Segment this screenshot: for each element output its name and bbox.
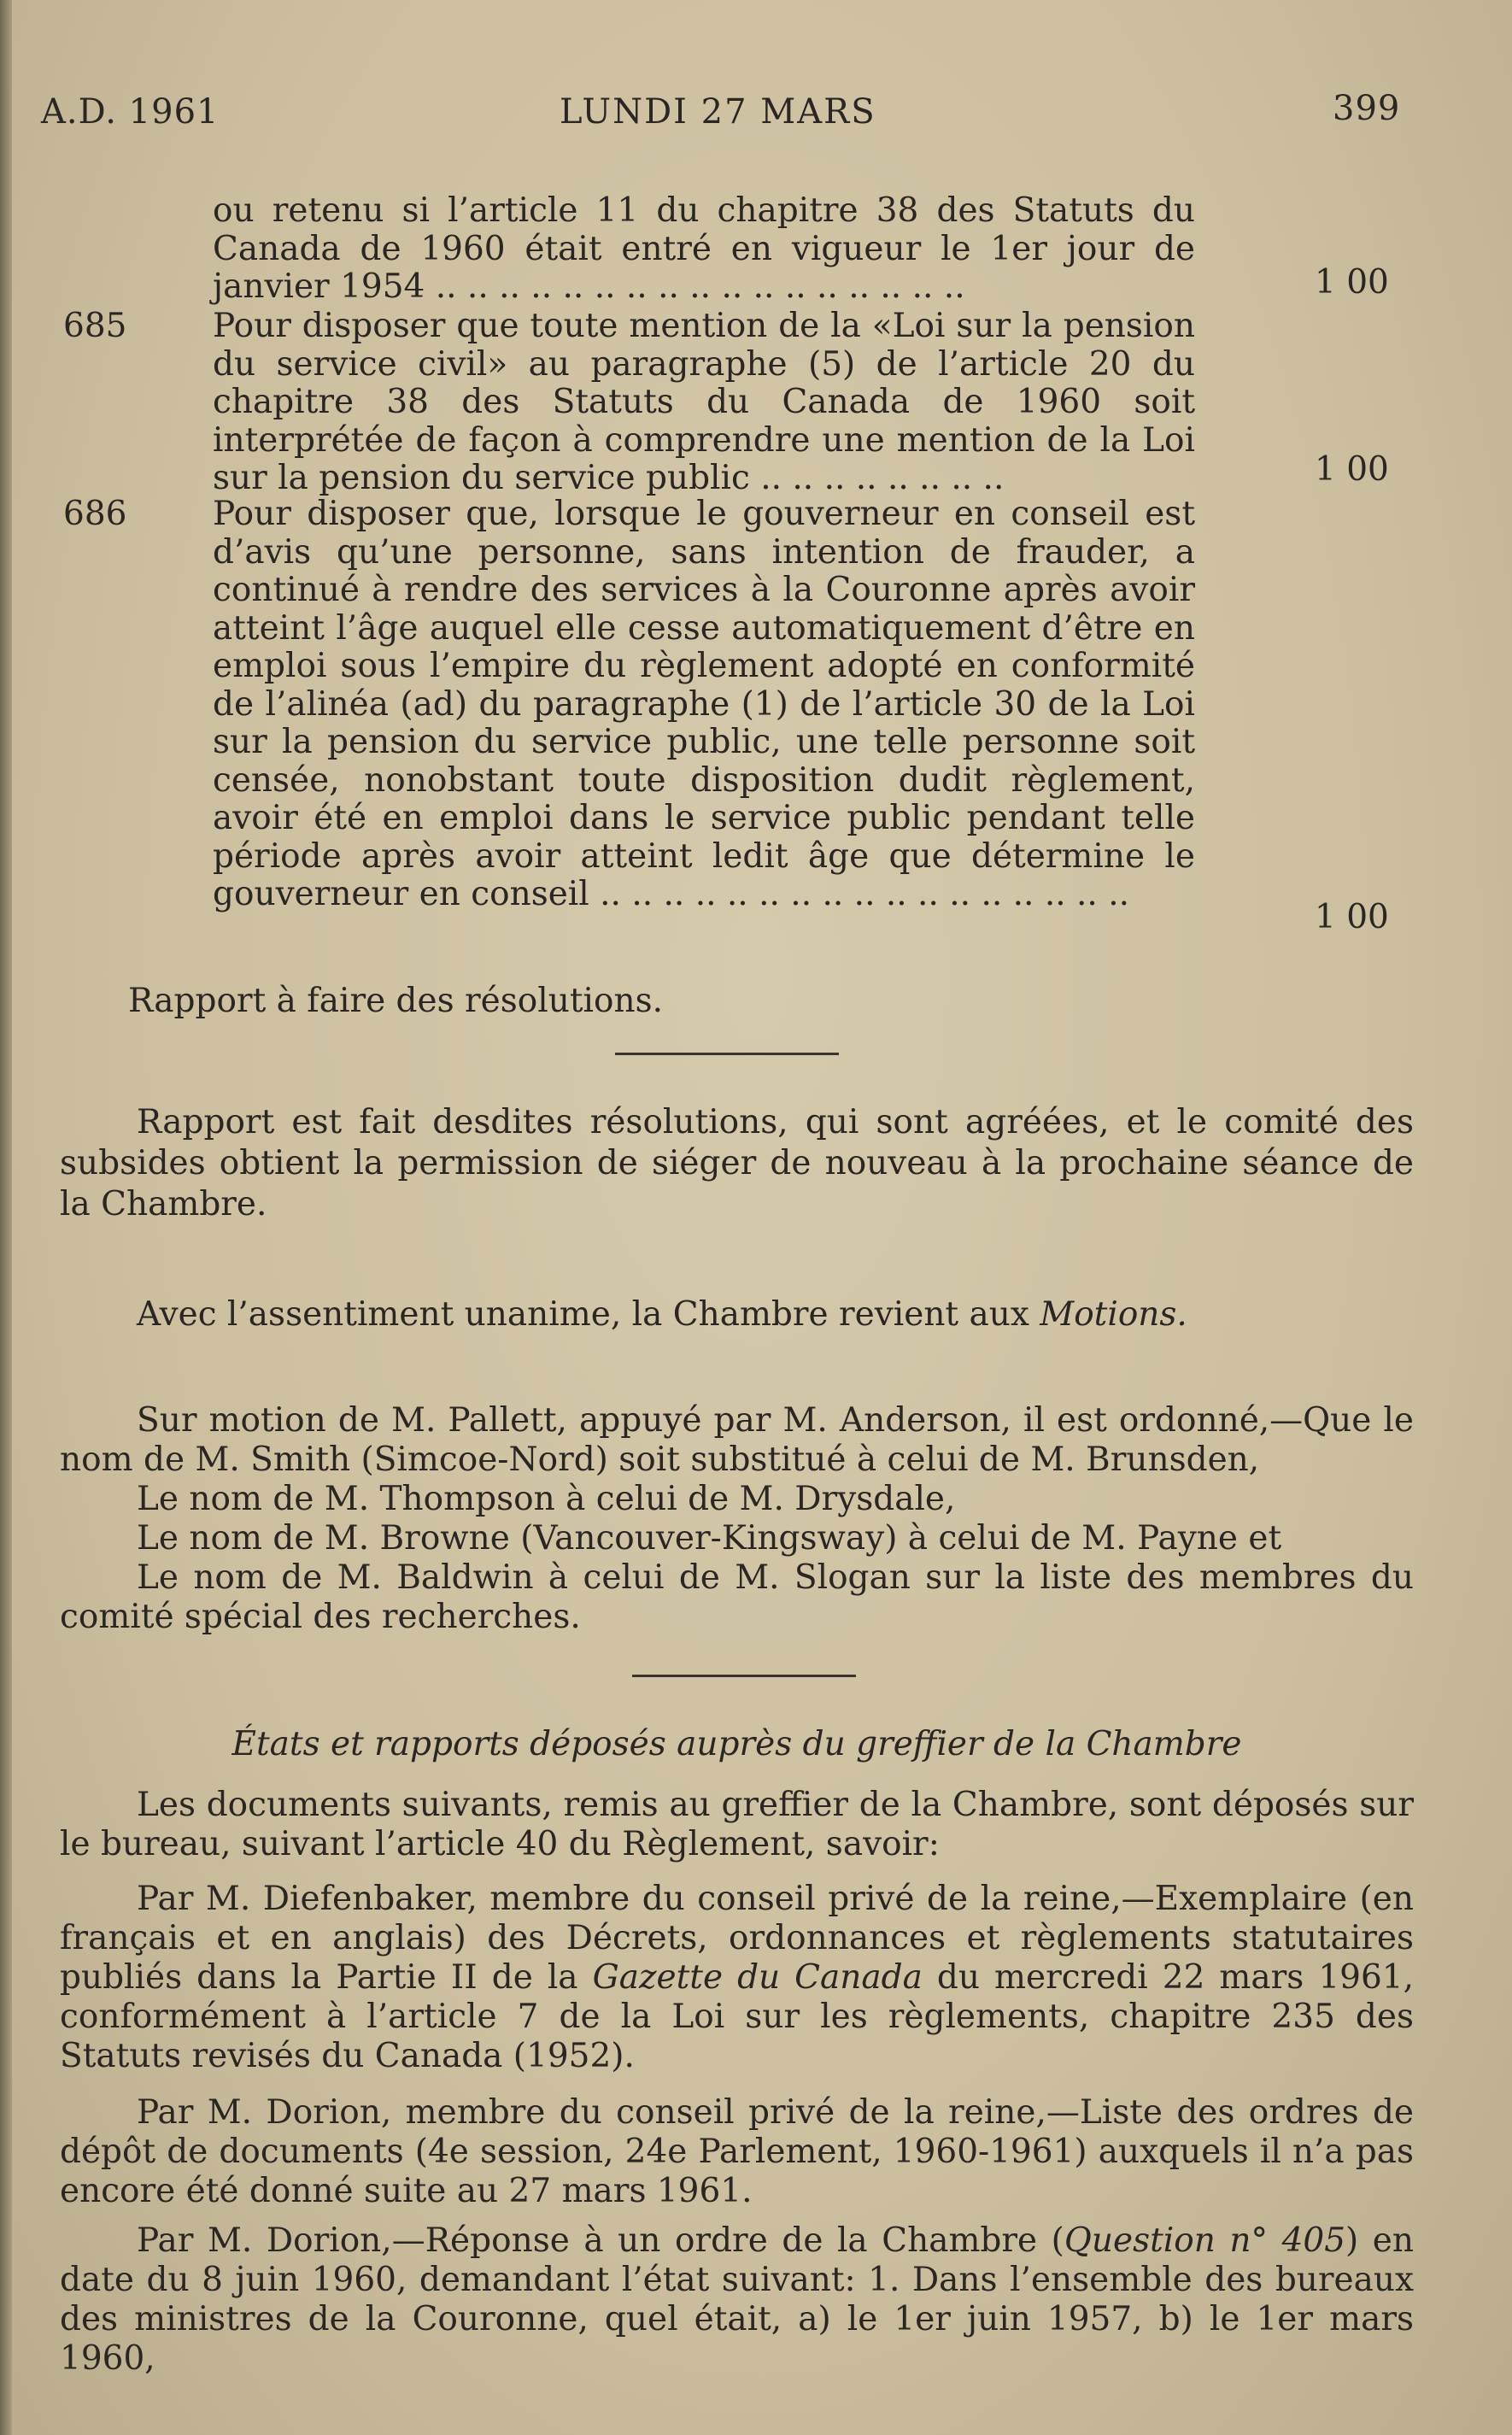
item-amount: 1 00 <box>1315 898 1389 936</box>
list-item <box>63 308 1409 504</box>
item-text: Pour disposer que toute mention de la «Loi sur la pension du service civil» au paragraphe (5) de l’article 20 du chapitre 38 des Statuts du Canada de 1960 soit interprétée de façon à comprendre une mention de la Loi sur la pension du service public .. .. .. .. .. .. .. .. <box>213 307 1195 497</box>
document-entry <box>60 1880 1414 2076</box>
header-date: LUNDI 27 MARS <box>560 92 876 132</box>
item-number: 685 <box>63 307 127 345</box>
item-text: Pour disposer que, lorsque le gouverneur en conseil est d’avis qu’une personne, sans intention de frauder, a continué à rendre des services à la Couronne après avoir atteint l’âge auquel elle cesse automatiquement d’être en emploi sous l’empire du règlement adopté en conformité de l’alinéa (ad) du paragraphe (1) de l’article 30 de la Loi sur la pension du service public, une telle personne soit censée, nonobstant toute disposition dudit règlement, avoir été en emploi dans le service public pendant telle période après avoir atteint ledit âge que détermine le gouverneur en conseil .. .. .. .. .. .. .. .. .. .. .. .. .. .. .. .. .. <box>213 495 1195 913</box>
item-text: ou retenu si l’article 11 du chapitre 38 des Statuts du Canada de 1960 était entré en vigueur le 1er jour de janvier 1954 .. .. .. .. .. .. .. .. .. .. .. .. .. .. .. .. .. <box>213 191 1195 306</box>
doc1-text-end: du mercredi 22 mars 1961, conformément à l’article 7 de la Loi sur les règlements, chapitre 235 des Statuts revisés du Canada (1952). <box>60 1958 1414 2075</box>
document-entry <box>60 2221 1414 2379</box>
header-year: A.D. 1961 <box>41 92 220 132</box>
motion-block <box>60 1401 1414 1637</box>
doc3-text: Par M. Dorion,—Réponse à un ordre de la Chambre ( <box>137 2221 1064 2260</box>
divider <box>615 1053 839 1055</box>
assentiment-text: Avec l’assentiment unanime, la Chambre revient aux <box>137 1295 1040 1334</box>
motion-line-2: Le nom de M. Thompson à celui de M. Drysdale, <box>137 1480 956 1518</box>
document-entry: Par M. Dorion, membre du conseil privé de la reine,—Liste des ordres de dépôt de documents (4e session, 24e Parlement, 1960-1961) auxquels il n’a pas encore été donné suite au 27 mars 1961. <box>60 2093 1414 2210</box>
motion-line-3: Le nom de M. Browne (Vancouver-Kingsway) à celui de M. Payne et <box>137 1519 1282 1558</box>
item-amount: 1 00 <box>1315 263 1389 302</box>
assentiment-italic: Motions. <box>1040 1295 1187 1334</box>
motion-line-4: Le nom de M. Baldwin à celui de M. Slogan sur la liste des membres du comité spécial des recherches. <box>60 1558 1414 1636</box>
list-item <box>63 496 1409 957</box>
section-heading: États et rapports déposés auprès du greffier de la Chambre <box>231 1725 1242 1763</box>
documents-intro: Les documents suivants, remis au greffier de la Chambre, sont déposés sur le bureau, suivant l’article 40 du Règlement, savoir: <box>60 1786 1414 1863</box>
divider <box>632 1675 856 1677</box>
page-number: 399 <box>1333 89 1401 128</box>
doc3-text-end: ) en date du 8 juin 1960, demandant l’état suivant: 1. Dans l’ensemble des bureaux des ministres de la Couronne, quel était, a) le 1er juin 1957, b) le 1er mars 1960, <box>60 2221 1415 2378</box>
rapport-fait-paragraph: Rapport est fait desdites résolutions, qui sont agréées, et le comité des subsides obtient la permission de siéger de nouveau à la prochaine séance de la Chambre. <box>60 1103 1414 1223</box>
page-spine <box>0 0 12 2435</box>
item-number: 686 <box>63 495 127 533</box>
motion-line-1: Sur motion de M. Pallett, appuyé par M. Anderson, il est ordonné,—Que le nom de M. Smith (Simcoe-Nord) soit substitué à celui de M. Brunsden, <box>60 1401 1414 1479</box>
doc1-italic: Gazette du Canada <box>592 1958 923 1997</box>
doc1-text: Par M. Diefenbaker, membre du conseil privé de la reine,—Exemplaire (en français et en anglais) des Décrets, ordonnances et règlements statutaires publiés dans la Partie II de la <box>60 1880 1414 1997</box>
assentiment-paragraph <box>60 1294 1414 1335</box>
rapport-line: Rapport à faire des résolutions. <box>128 982 663 1020</box>
item-amount: 1 00 <box>1315 450 1389 489</box>
doc3-italic: Question n° 405 <box>1064 2221 1346 2260</box>
list-item <box>63 192 1409 312</box>
